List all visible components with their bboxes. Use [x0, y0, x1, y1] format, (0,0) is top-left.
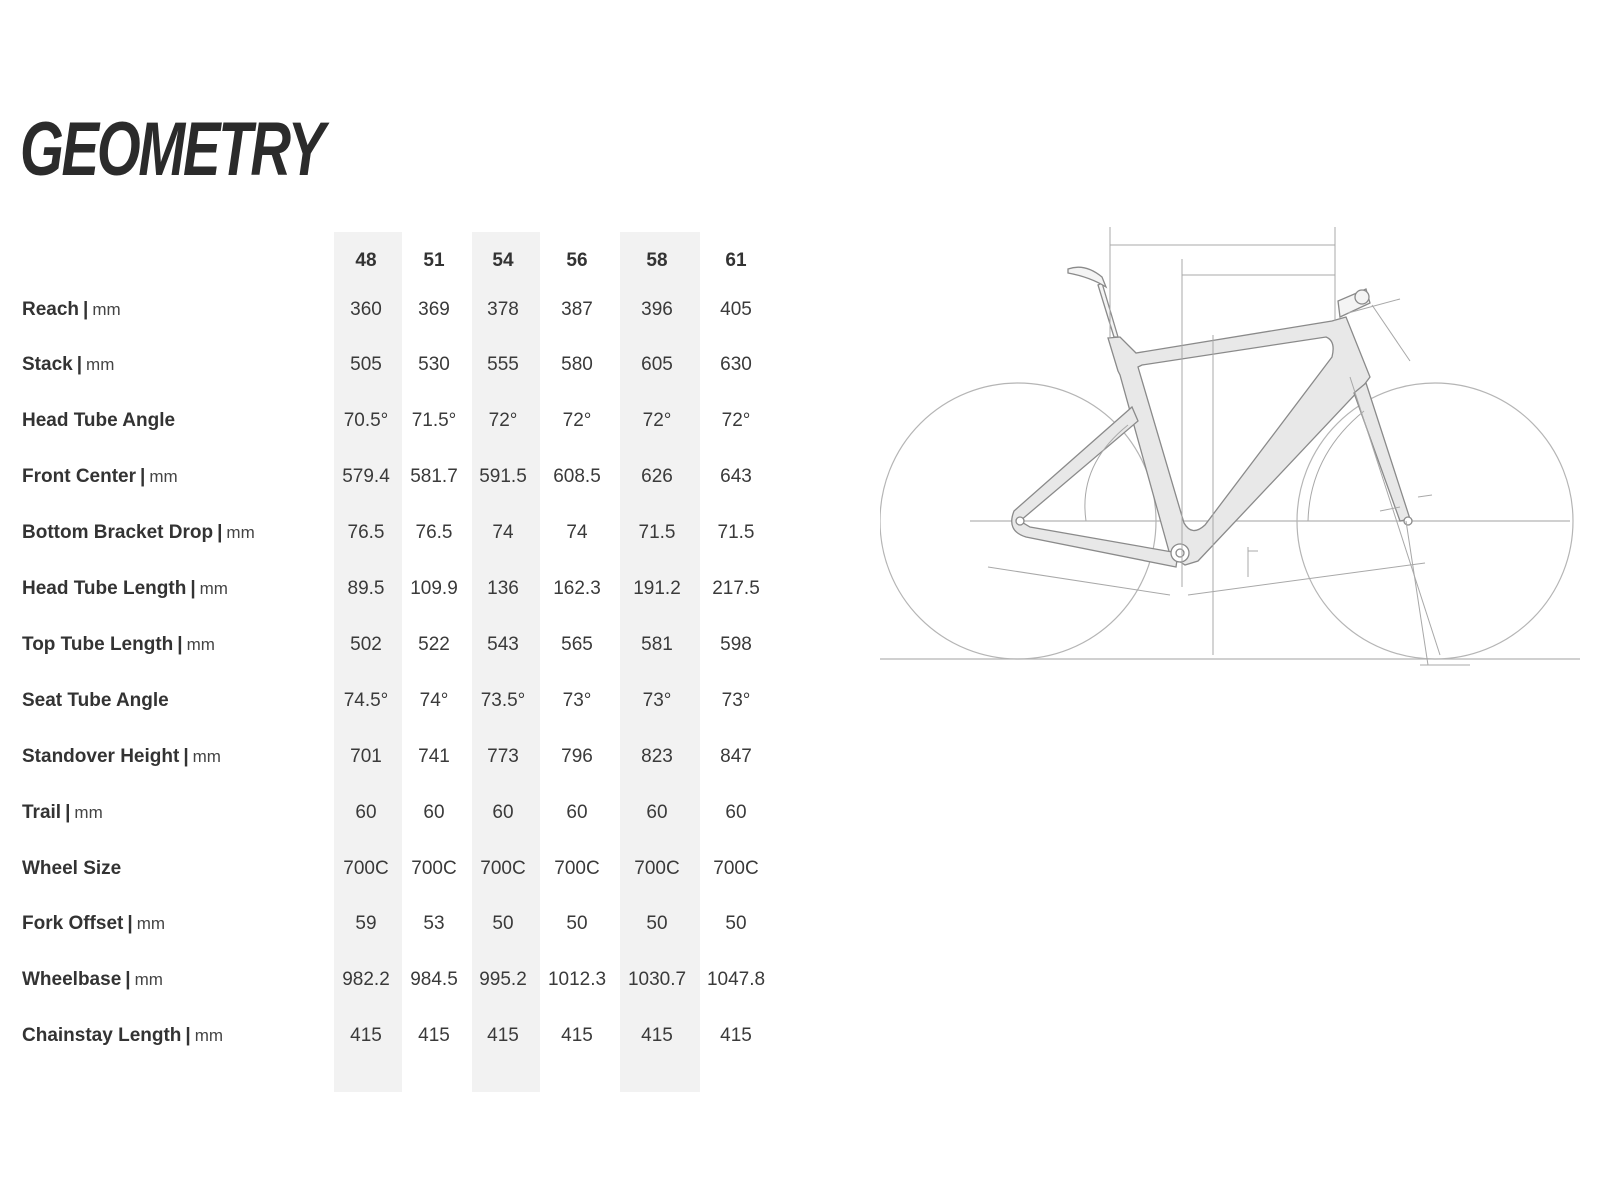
table-cell: 741: [418, 745, 450, 767]
table-cell: 73°: [562, 689, 592, 711]
unit-separator: |: [76, 354, 83, 376]
table-cell: 60: [646, 801, 668, 823]
row-label-text: Chainstay Length: [22, 1025, 182, 1047]
table-cell: 72°: [721, 410, 751, 432]
table-cell: 405: [720, 298, 752, 320]
row-label-text: Stack: [22, 354, 73, 376]
table-cell: 59: [355, 913, 377, 935]
table-cell: 415: [418, 1025, 450, 1047]
table-cell: 60: [355, 801, 377, 823]
table-cell: 71.5: [717, 522, 755, 544]
table-cell: 502: [350, 633, 382, 655]
row-unit: mm: [74, 802, 103, 822]
unit-separator: |: [127, 913, 133, 935]
table-cell: 76.5: [415, 522, 453, 544]
table-cell: 53: [423, 913, 445, 935]
table-cell: 995.2: [479, 969, 527, 991]
fork: [1354, 383, 1410, 521]
size-header: 51: [423, 249, 445, 271]
unit-separator: |: [183, 745, 189, 767]
table-cell: 415: [641, 1025, 673, 1047]
table-cell: 823: [641, 745, 673, 767]
table-cell: 71.5°: [411, 410, 457, 432]
row-label: [22, 1025, 223, 1047]
unit-separator: |: [140, 466, 146, 488]
table-cell: 581: [641, 633, 673, 655]
table-cell: 415: [561, 1025, 593, 1047]
table-cell: 415: [487, 1025, 519, 1047]
table-cell: 74: [492, 522, 514, 544]
row-unit: mm: [192, 746, 221, 766]
table-cell: 360: [350, 298, 382, 320]
table-cell: 415: [350, 1025, 382, 1047]
table-row: [0, 1008, 810, 1065]
size-header: 58: [646, 249, 668, 271]
table-row: [0, 449, 810, 506]
row-label: [22, 913, 165, 935]
table-cell: 162.3: [553, 578, 601, 599]
table-cell: 89.5: [347, 578, 385, 599]
row-unit: mm: [186, 634, 215, 654]
handlebar: [1355, 290, 1369, 304]
row-unit: mm: [86, 355, 115, 375]
table-cell: 608.5: [553, 466, 601, 488]
row-label-text: Top Tube Length: [22, 633, 174, 655]
table-cell: 982.2: [342, 969, 390, 991]
table-cell: 72°: [562, 410, 592, 432]
row-label-text: Head Tube Length: [22, 578, 187, 599]
table-cell: 847: [720, 745, 752, 767]
table-cell: 60: [725, 801, 747, 823]
unit-separator: |: [217, 522, 223, 544]
table-cell: 505: [350, 354, 382, 376]
trail-line: [1350, 377, 1440, 655]
row-label-text: Front Center: [22, 466, 136, 488]
table-cell: 591.5: [479, 466, 527, 488]
table-cell: 700C: [713, 857, 759, 879]
table-cell: 530: [418, 354, 450, 376]
row-label: [22, 522, 255, 544]
table-cell: 74: [566, 522, 588, 544]
table-cell: 522: [418, 633, 450, 655]
unit-separator: |: [125, 969, 131, 991]
page-title: GEOMETRY: [20, 107, 324, 192]
geometry-table: [0, 232, 810, 1092]
front-axle: [1404, 517, 1412, 525]
table-cell: 136: [487, 578, 519, 599]
row-unit: mm: [92, 299, 121, 319]
row-label: [22, 746, 221, 768]
unit-separator: |: [190, 578, 196, 599]
table-cell: 796: [561, 745, 593, 767]
table-cell: 555: [487, 354, 519, 376]
front-center-dimension: [1188, 563, 1425, 595]
table-cell: 60: [566, 801, 588, 823]
table-cell: 369: [418, 298, 450, 320]
table-cell: 60: [492, 801, 514, 823]
table-cell: 700C: [343, 857, 389, 879]
table-cell: 700C: [554, 857, 600, 879]
row-unit: mm: [134, 970, 163, 990]
table-cell: 579.4: [342, 466, 390, 488]
row-label-text: Wheelbase: [22, 969, 122, 991]
table-row: [0, 561, 810, 618]
table-cell: 581.7: [410, 466, 458, 488]
table-row: [0, 505, 810, 562]
table-cell: 73.5°: [480, 689, 526, 711]
table-cell: 1030.7: [627, 969, 687, 991]
table-cell: 984.5: [410, 969, 458, 991]
table-cell: 72°: [488, 410, 518, 432]
table-cell: 773: [487, 745, 519, 767]
size-header: 56: [566, 249, 588, 271]
table-cell: 580: [561, 354, 593, 376]
bike-frame: [1012, 317, 1410, 567]
row-label: [22, 634, 215, 656]
row-label: [22, 299, 121, 321]
table-row: [0, 784, 810, 841]
size-header: 61: [725, 249, 747, 271]
table-cell: 643: [720, 466, 752, 488]
row-label-text: Wheel Size: [22, 857, 122, 879]
row-unit: mm: [226, 523, 255, 543]
table-row: [0, 896, 810, 953]
unit-separator: |: [83, 298, 89, 320]
table-row: [0, 616, 810, 673]
table-row: [0, 337, 810, 394]
table-cell: 387: [561, 298, 593, 320]
unit-separator: |: [65, 801, 71, 823]
row-label-text: Head Tube Angle: [22, 410, 176, 432]
row-label-text: Standover Height: [22, 745, 180, 767]
table-cell: 543: [487, 633, 519, 655]
table-cell: 700C: [634, 857, 680, 879]
row-label-text: Trail: [22, 801, 62, 823]
table-row: [0, 952, 810, 1009]
table-cell: 73°: [721, 689, 751, 711]
table-row: [0, 728, 810, 785]
unit-separator: |: [177, 633, 183, 655]
table-cell: 626: [641, 466, 673, 488]
size-header: 54: [492, 249, 514, 271]
table-cell: 50: [566, 913, 588, 935]
table-cell: 50: [725, 913, 747, 935]
bike-geometry-diagram: [880, 225, 1580, 685]
row-label: [22, 354, 114, 376]
row-label-text: Fork Offset: [22, 913, 124, 935]
table-cell: 109.9: [410, 578, 458, 599]
size-header: 48: [355, 249, 377, 271]
table-cell: 605: [641, 354, 673, 376]
table-cell: 630: [720, 354, 752, 376]
table-cell: 73°: [642, 689, 672, 711]
table-row: [0, 393, 810, 450]
table-row: [0, 672, 810, 729]
table-cell: 396: [641, 298, 673, 320]
row-label: [22, 969, 163, 991]
table-cell: 217.5: [712, 578, 760, 599]
table-row: [0, 281, 810, 338]
seat-post: [1098, 283, 1118, 337]
table-cell: 700C: [480, 857, 526, 879]
row-label-text: Seat Tube Angle: [22, 689, 169, 711]
row-label: [22, 802, 103, 824]
row-label: [22, 578, 228, 600]
table-cell: 74°: [419, 689, 449, 711]
row-unit: mm: [136, 914, 166, 934]
main-triangle: [1108, 317, 1370, 565]
table-cell: 1047.8: [706, 969, 766, 991]
head-tube-dimension: [1372, 305, 1410, 361]
row-label-text: Reach: [22, 298, 80, 320]
row-label: [22, 690, 169, 712]
table-cell: 191.2: [633, 578, 681, 599]
table-cell: 72°: [642, 410, 672, 432]
table-cell: 76.5: [347, 522, 385, 544]
table-cell: 701: [350, 745, 382, 767]
row-unit: mm: [199, 579, 228, 598]
table-cell: 50: [492, 913, 514, 935]
unit-separator: |: [185, 1025, 191, 1047]
row-unit: mm: [149, 467, 178, 487]
table-cell: 700C: [411, 857, 457, 879]
table-cell: 60: [423, 801, 445, 823]
row-label: [22, 466, 178, 488]
row-unit: mm: [194, 1026, 224, 1046]
rear-axle: [1016, 517, 1024, 525]
table-cell: 598: [720, 633, 752, 655]
saddle: [1068, 267, 1106, 287]
table-cell: 1012.3: [547, 969, 607, 991]
table-cell: 71.5: [638, 522, 676, 544]
table-cell: 378: [487, 298, 519, 320]
row-label: [22, 858, 121, 880]
row-label: [22, 410, 175, 432]
table-cell: 415: [720, 1025, 752, 1047]
table-cell: 70.5°: [343, 410, 389, 432]
table-cell: 74.5°: [343, 689, 389, 711]
table-cell: 565: [561, 633, 593, 655]
table-row: [0, 840, 810, 897]
row-label-text: Bottom Bracket Drop: [22, 522, 214, 544]
table-cell: 50: [646, 913, 668, 935]
